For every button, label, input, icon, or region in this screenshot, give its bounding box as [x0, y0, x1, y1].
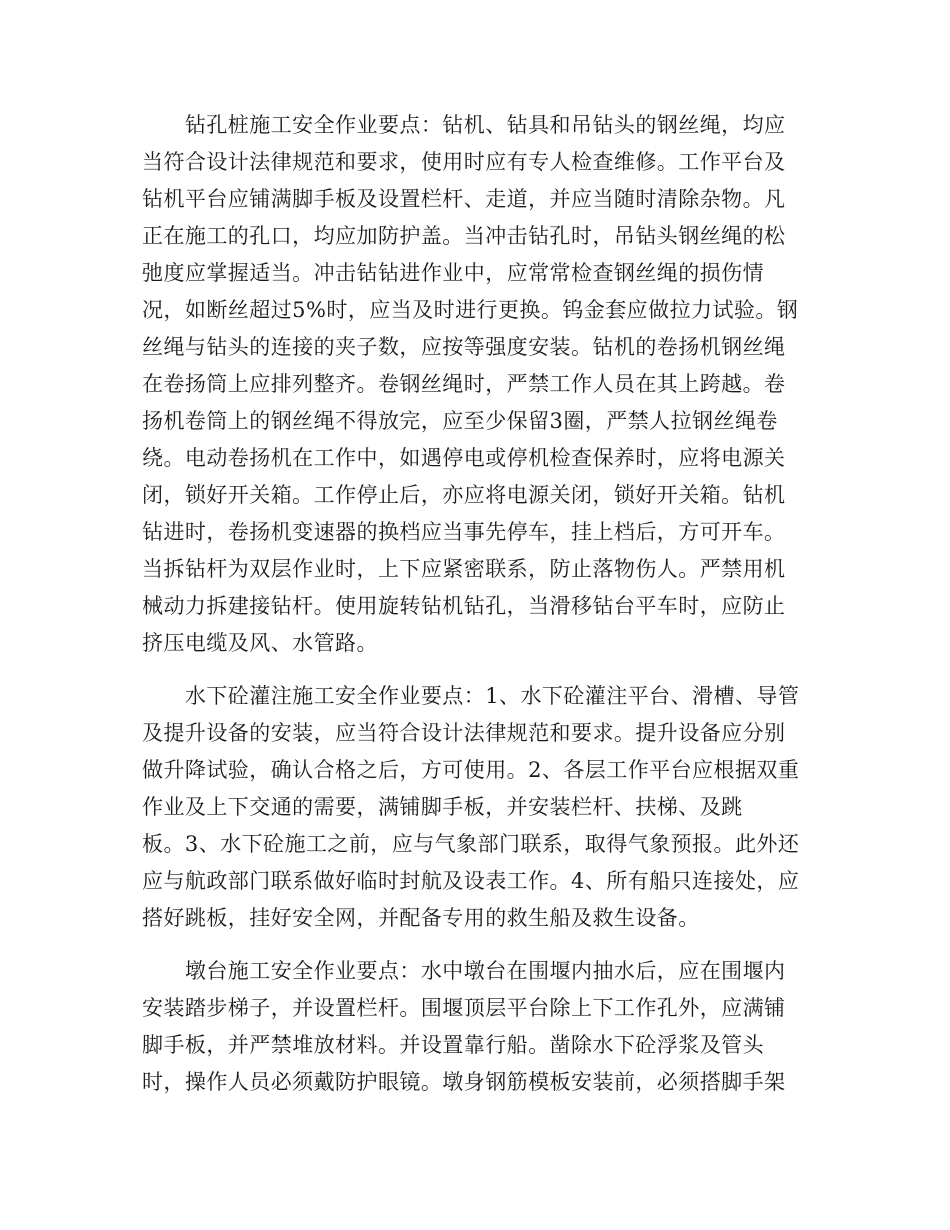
paragraph-spacer [142, 662, 808, 678]
text-line: 当符合设计法律规范和要求，使用时应有专人检查维修。工作平台及 [142, 150, 786, 174]
text-line: 板。3、水下砼施工之前，应与气象部门联系，取得气象预报。此外还 [142, 832, 800, 856]
text-line: 况，如断丝超过5%时，应当及时进行更换。钨金套应做拉力试验。钢 [142, 298, 799, 322]
text-line: 钻孔桩施工安全作业要点：钻机、钻具和吊钻头的钢丝绳，均应 [142, 113, 786, 137]
text-line: 弛度应掌握适当。冲击钻钻进作业中，应常常检查钢丝绳的损伤情 [142, 261, 765, 285]
text-line: 墩台施工安全作业要点：水中墩台在围堰内抽水后，应在围堰内 [142, 959, 786, 983]
text-line: 丝绳与钻头的连接的夹子数，应按等强度安装。钻机的卷扬机钢丝绳 [142, 335, 786, 359]
text-line: 作业及上下交通的需要，满铺脚手板，并安装栏杆、扶梯、及跳 [142, 795, 743, 819]
text-line: 械动力拆建接钻杆。使用旋转钻机钻孔，当滑移钻台平车时，应防止 [142, 594, 786, 618]
text-line: 应与航政部门联系做好临时封航及设表工作。4、所有船只连接处，应 [142, 869, 800, 893]
text-line: 当拆钻杆为双层作业时，上下应紧密联系，防止落物伤人。严禁用机 [142, 557, 786, 581]
text-line: 做升降试验，确认合格之后，方可使用。2、各层工作平台应根据双重 [142, 758, 800, 782]
text-line: 绕。电动卷扬机在工作中，如遇停电或停机检查保养时，应将电源关 [142, 446, 786, 470]
text-line: 挤压电缆及风、水管路。 [142, 631, 378, 655]
text-line: 钻进时，卷扬机变速器的换档应当事先停车，挂上档后，方可开车。 [142, 520, 786, 544]
text-line: 时，操作人员必须戴防护眼镜。墩身钢筋模板安装前，必须搭脚手架 [142, 1070, 786, 1094]
text-line: 安装踏步梯子，并设置栏杆。围堰顶层平台除上下工作孔外，应满铺 [142, 996, 786, 1020]
text-line: 扬机卷筒上的钢丝绳不得放完，应至少保留3圈，严禁人拉钢丝绳卷 [142, 409, 778, 433]
document-page [142, 107, 808, 1101]
text-line: 及提升设备的安装，应当符合设计法律规范和要求。提升设备应分别 [142, 721, 786, 745]
paragraph-underwater-concrete-safety [142, 678, 808, 937]
text-line: 在卷扬筒上应排列整齐。卷钢丝绳时，严禁工作人员在其上跨越。卷 [142, 372, 786, 396]
paragraph-pier-abutment-safety [142, 953, 808, 1101]
paragraph-spacer [142, 937, 808, 953]
text-line: 脚手板，并严禁堆放材料。并设置靠行船。凿除水下砼浮浆及管头 [142, 1033, 765, 1057]
text-line: 正在施工的孔口，均应加防护盖。当冲击钻孔时，吊钻头钢丝绳的松 [142, 224, 786, 248]
text-line: 水下砼灌注施工安全作业要点：1、水下砼灌注平台、滑槽、导管 [142, 684, 800, 708]
text-line: 闭，锁好开关箱。工作停止后，亦应将电源关闭，锁好开关箱。钻机 [142, 483, 786, 507]
text-line: 搭好跳板，挂好安全网，并配备专用的救生船及救生设备。 [142, 906, 700, 930]
paragraph-drilling-pile-safety [142, 107, 808, 662]
text-line: 钻机平台应铺满脚手板及设置栏杆、走道，并应当随时清除杂物。凡 [142, 187, 786, 211]
